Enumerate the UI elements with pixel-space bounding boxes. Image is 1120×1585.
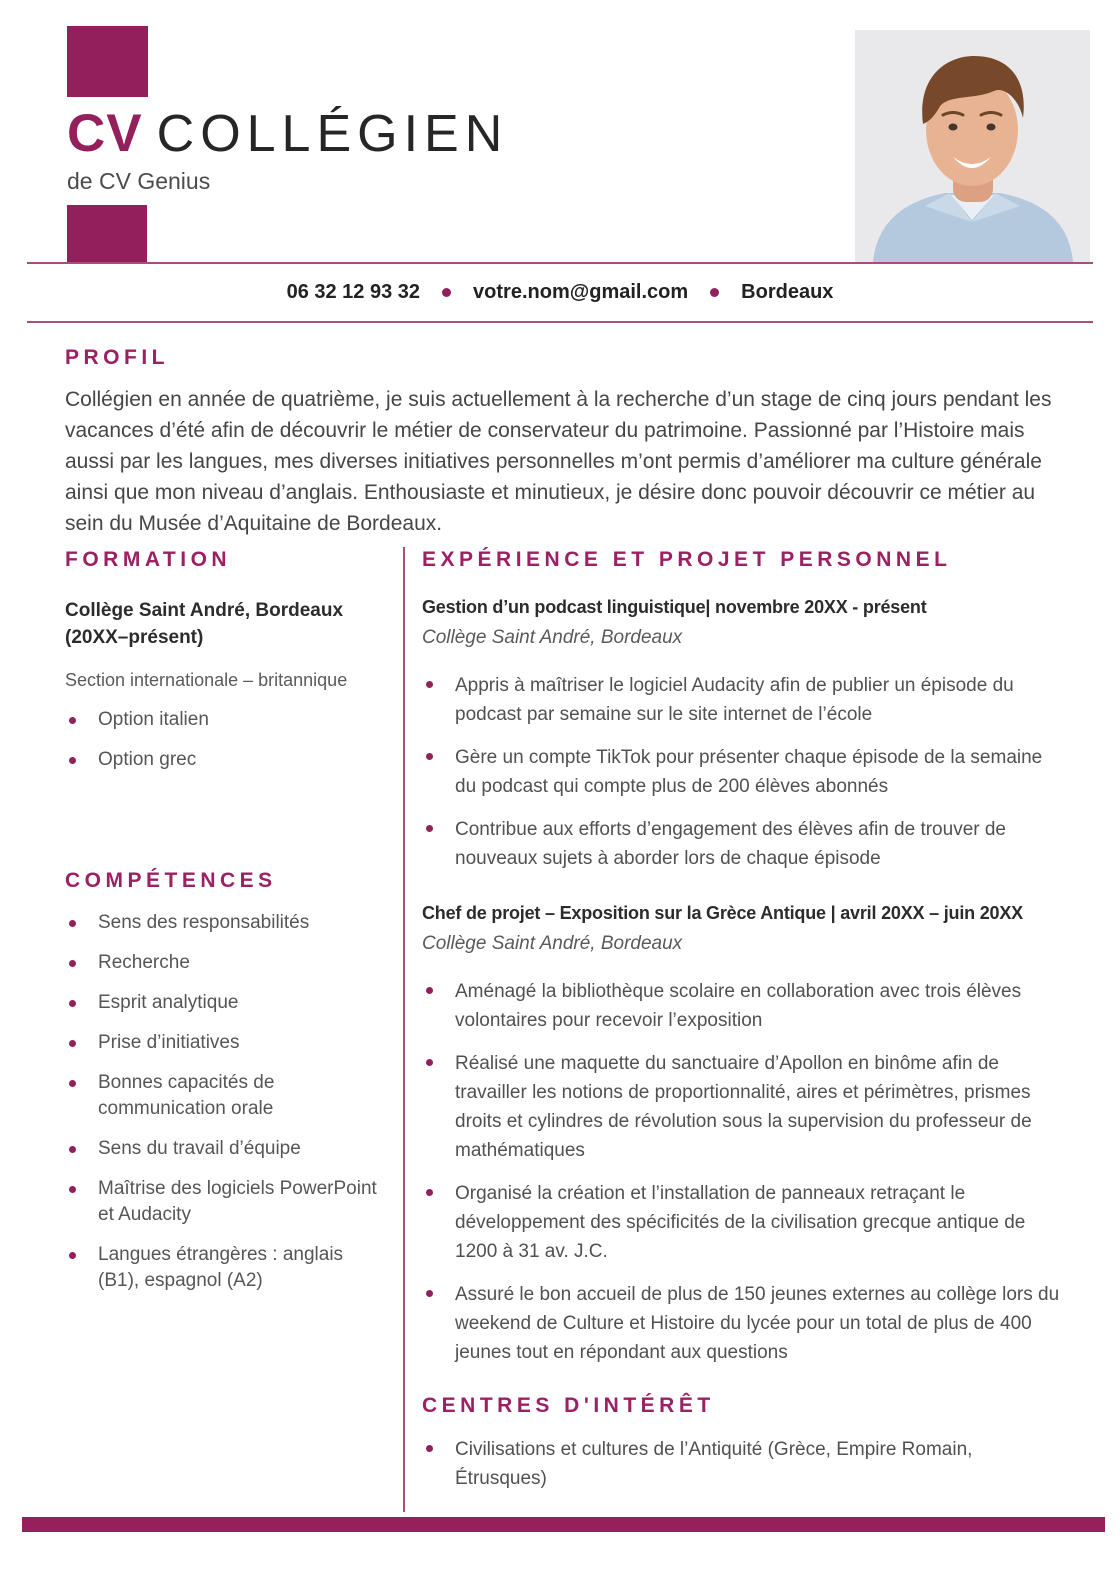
- experience-heading: EXPÉRIENCE ET PROJET PERSONNEL: [422, 548, 952, 571]
- job-bullet-list: [422, 977, 1063, 1367]
- list-item-text: Prise d’initiatives: [98, 1032, 240, 1053]
- bullet-icon: [426, 1290, 433, 1297]
- brand-subtitle: de CV Genius: [67, 168, 211, 194]
- list-item-text: Langues étrangères : anglais (B1), espagnol (A2): [98, 1244, 344, 1291]
- list-item: [65, 1136, 379, 1162]
- bullet-icon: [69, 1252, 76, 1259]
- list-item: [65, 1070, 379, 1122]
- list-item-text: Aménagé la bibliothèque scolaire en collaboration avec trois élèves volontaires pour recevoir l’exposition: [455, 981, 1022, 1031]
- bullet-icon: [69, 757, 76, 764]
- brand-square-top: [67, 26, 148, 97]
- profil-text: Collégien en année de quatrième, je suis actuellement à la recherche d’un stage de cinq jours pendant les vacances d’été afin de découvrir le métier de conservateur du patrimoine. Passionné par l’Histoire mais aussi par les langues, mes diverses initiatives personnelles m’ont permis d’améliorer ma culture générale ainsi que mon niveau d’anglais. Enthousiaste et minutieux, je désire donc pouvoir découvrir ce métier au sein du Musée d’Aquitaine de Bordeaux.: [65, 388, 1052, 535]
- list-item: [422, 815, 1063, 873]
- formation-school: Collège Saint André, Bordeaux (20XX–présent): [65, 600, 344, 648]
- list-item-text: Recherche: [98, 952, 190, 973]
- list-item-text: Sens des responsabilités: [98, 912, 310, 933]
- list-item-text: Gère un compte TikTok pour présenter chaque épisode de la semaine du podcast qui compte plus de 200 élèves abonnés: [455, 747, 1043, 797]
- bullet-icon: [426, 1059, 433, 1066]
- list-item: [65, 990, 379, 1016]
- list-item-text: Option italien: [98, 709, 209, 730]
- left-column: [65, 547, 403, 1512]
- contact-phone: 06 32 12 93 32: [286, 281, 421, 303]
- bullet-icon: [69, 920, 76, 927]
- bullet-icon: [69, 1000, 76, 1007]
- list-item-text: Contribue aux efforts d’engagement des élèves afin de trouver de nouveaux sujets à aborder lors de chaque épisode: [455, 819, 1006, 869]
- bullet-icon: [69, 1186, 76, 1193]
- list-item-text: Maîtrise des logiciels PowerPoint et Audacity: [98, 1178, 377, 1225]
- contact-location: Bordeaux: [741, 281, 834, 303]
- list-item: [422, 671, 1063, 729]
- job-bullet-list: [422, 671, 1063, 873]
- bullet-icon: [426, 681, 433, 688]
- bullet-icon: [426, 1445, 433, 1452]
- header: [0, 0, 1120, 262]
- list-item: [65, 747, 379, 773]
- page-title: COLLÉGIEN: [156, 105, 509, 163]
- contact-email: votre.nom@gmail.com: [473, 281, 689, 303]
- bottom-bar: [22, 1517, 1105, 1532]
- list-item-text: Assuré le bon accueil de plus de 150 jeunes externes au collège lors du weekend de Culture et Histoire du lycée pour un total de plus de 400 jeunes tout en répondant aux questions: [455, 1284, 1060, 1363]
- formation-subtitle: Section internationale – britannique: [65, 670, 348, 690]
- bullet-icon: [426, 1189, 433, 1196]
- formation-list: [65, 707, 379, 773]
- list-item: [65, 1176, 379, 1228]
- job-company: Collège Saint André, Bordeaux: [422, 627, 683, 648]
- list-item-text: Réalisé une maquette du sanctuaire d’Apollon en binôme afin de travailler les notions de proportionnalité, aires et périmètres, prismes droits et cylindres de révolution sous la supervision du professeur de mathématiques: [455, 1053, 1032, 1161]
- bullet-separator-icon: [442, 288, 451, 297]
- list-item-text: Sens du travail d’équipe: [98, 1138, 301, 1159]
- list-item: [422, 1280, 1063, 1367]
- job-company: Collège Saint André, Bordeaux: [422, 933, 683, 954]
- bullet-icon: [69, 1040, 76, 1047]
- list-item: [422, 1049, 1063, 1165]
- list-item: [65, 910, 379, 936]
- list-item: [65, 1242, 379, 1294]
- bullet-icon: [426, 825, 433, 832]
- formation-heading: FORMATION: [65, 548, 232, 571]
- section-profil: [65, 345, 1062, 539]
- brand-square-bottom: [67, 205, 147, 262]
- list-item-text: Option grec: [98, 749, 197, 770]
- bullet-icon: [69, 717, 76, 724]
- list-item: [65, 1030, 379, 1056]
- bullet-icon: [69, 960, 76, 967]
- list-item-text: Organisé la création et l’installation de panneaux retraçant le développement des spécificités de la civilisation grecque antique de 1200 à 31 av. J.C.: [455, 1183, 1026, 1262]
- job-entry: [422, 901, 1063, 1367]
- job-entry: [422, 595, 1063, 873]
- bullet-icon: [426, 753, 433, 760]
- profil-heading: PROFIL: [65, 346, 169, 369]
- brand-title-row: [67, 103, 508, 164]
- list-item-text: Appris à maîtriser le logiciel Audacity afin de publier un épisode du podcast par semaine sur le site internet de l’école: [455, 675, 1014, 725]
- list-item-text: Esprit analytique: [98, 992, 239, 1013]
- list-item: [422, 1179, 1063, 1266]
- list-item-text: Bonnes capacités de communication orale: [98, 1072, 275, 1119]
- bullet-icon: [69, 1146, 76, 1153]
- competences-heading: COMPÉTENCES: [65, 869, 277, 892]
- interets-list: [422, 1435, 1063, 1493]
- profile-photo: [855, 30, 1090, 262]
- list-item: [422, 743, 1063, 801]
- list-item: [65, 950, 379, 976]
- right-column: [403, 547, 1063, 1512]
- bullet-icon: [426, 987, 433, 994]
- job-title: Chef de projet – Exposition sur la Grèce Antique | avril 20XX – juin 20XX: [422, 903, 1023, 923]
- columns: [65, 547, 1063, 1512]
- list-item: [422, 1435, 1063, 1493]
- interets-heading: CENTRES D'INTÉRÊT: [422, 1394, 715, 1417]
- contact-bar: [27, 262, 1093, 323]
- brand-logo: CV: [67, 104, 143, 163]
- list-item: [65, 707, 379, 733]
- competences-list: [65, 910, 379, 1294]
- bullet-separator-icon: [710, 288, 719, 297]
- bullet-icon: [69, 1080, 76, 1087]
- job-title: Gestion d’un podcast linguistique| novembre 20XX - présent: [422, 597, 927, 617]
- list-item: [422, 977, 1063, 1035]
- list-item-text: Civilisations et cultures de l’Antiquité (Grèce, Empire Romain, Étrusques): [455, 1439, 973, 1489]
